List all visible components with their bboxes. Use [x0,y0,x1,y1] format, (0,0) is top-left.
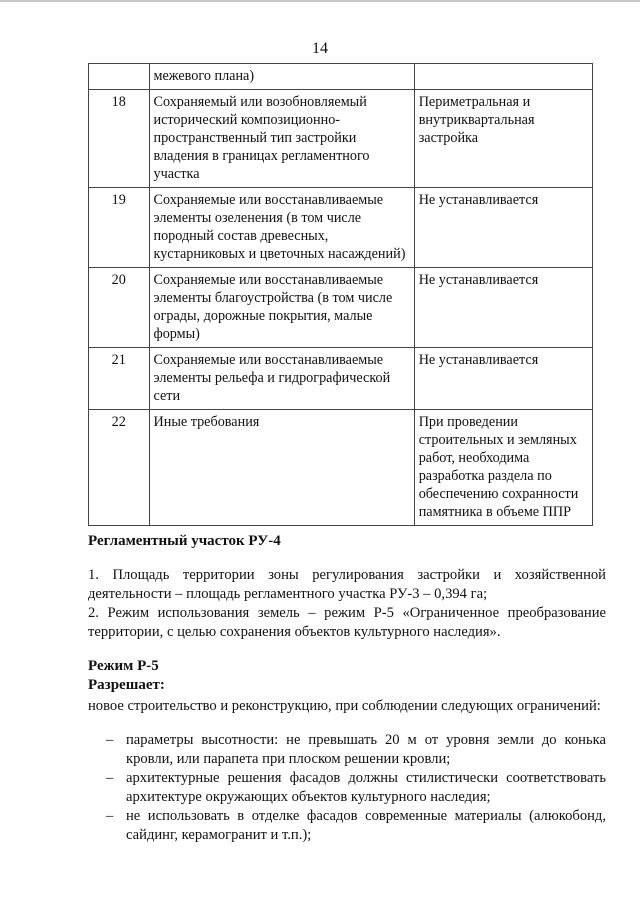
table-row [89,348,593,410]
list-item-text: не использовать в отделке фасадов современные материалы (алюкобонд, сайдинг, керамогранит и т.п.); [126,808,606,843]
row-description: Сохраняемые или восстанавливаемые элементы благоустройства (в том числе ограды, дорожные покрытия, малые формы) [149,268,414,348]
dash-bullet: – [106,770,114,786]
row-number: 21 [89,348,150,410]
table-row [89,64,593,90]
row-number: 19 [89,188,150,268]
row-description: Сохраняемые или восстанавливаемые элементы рельефа и гидрографической сети [149,348,414,410]
page-number: 14 [312,40,328,57]
row-description: Сохраняемый или возобновляемый исторический композиционно-пространственный тип застройки владения в границах регламентного участка [149,90,414,188]
mode-title: Режим Р-5 [88,658,159,674]
table-row [89,268,593,348]
row-value: Периметральная и внутриквартальная застройка [414,90,592,188]
row-number: 20 [89,268,150,348]
row-value: Не устанавливается [414,188,592,268]
table-row [89,188,593,268]
mode-intro-text: новое строительство и реконструкцию, при соблюдении следующих ограничений: [88,698,601,714]
mode-intro [88,697,606,716]
restrictions-list [88,731,606,845]
row-value: Не устанавливается [414,348,592,410]
row-description: межевого плана) [149,64,414,90]
section-items [88,566,606,642]
section-item-regime: 2. Режим использования земель – режим Р-5 «Ограниченное преобразование территории, с целью сохранения объектов культурного наследия». [88,605,606,640]
section-heading: Регламентный участок РУ-4 [88,533,281,549]
dash-bullet: – [106,732,114,748]
row-number: 22 [89,410,150,526]
row-description: Иные требования [149,410,414,526]
list-item [88,807,606,845]
row-value: При проведении строительных и земляных работ, необходима разработка раздела по обеспечению сохранности памятника в объеме ППР [414,410,592,526]
table-row [89,90,593,188]
list-item [88,769,606,807]
row-number [89,64,150,90]
row-description: Сохраняемые или восстанавливаемые элементы озеленения (в том числе породный состав древесных, кустарниковых и цветочных насаждений) [149,188,414,268]
requirements-table [88,63,593,526]
dash-bullet: – [106,808,114,824]
section-item-area: 1. Площадь территории зоны регулирования застройки и хозяйственной деятельности – площадь регламентного участка РУ-3 – 0,394 га; [88,567,606,602]
table-row [89,410,593,526]
list-item [88,731,606,769]
mode-allows: Разрешает: [88,677,165,693]
row-value [414,64,592,90]
scan-top-edge [0,0,640,2]
row-value: Не устанавливается [414,268,592,348]
row-number: 18 [89,90,150,188]
list-item-text: архитектурные решения фасадов должны стилистически соответствовать архитектуре окружающих объектов культурного наследия; [126,770,606,805]
mode-heading [88,657,165,695]
list-item-text: параметры высотности: не превышать 20 м от уровня земли до конька кровли, или парапета при плоском решении кровли; [126,732,606,767]
